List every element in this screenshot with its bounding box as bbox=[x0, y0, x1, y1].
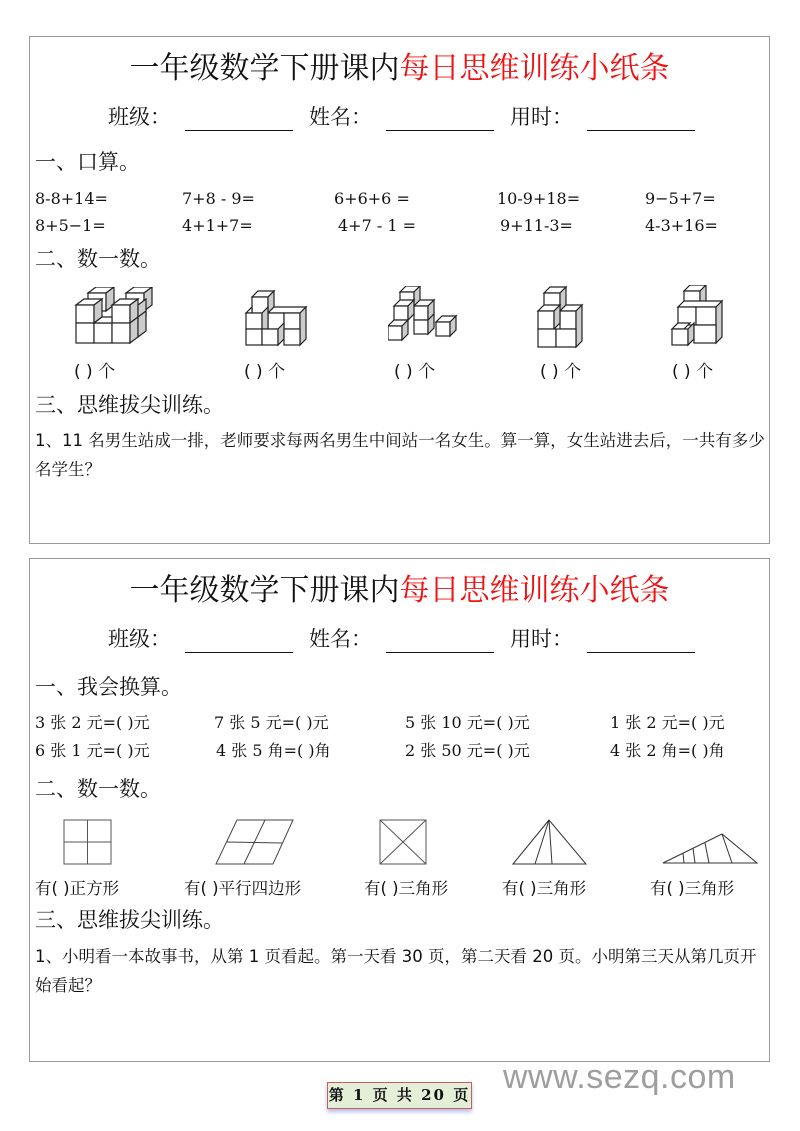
time-blank[interactable] bbox=[587, 630, 695, 653]
worksheet-card-1 bbox=[29, 36, 770, 544]
count-answer-2[interactable]: ( ) 个 bbox=[244, 362, 286, 382]
name-blank[interactable] bbox=[386, 630, 494, 653]
cube-stack-figure-3 bbox=[388, 286, 460, 350]
shape-answer-5[interactable]: 有( )三角形 bbox=[650, 879, 735, 898]
section-heading-count: 二、数一数。 bbox=[35, 777, 161, 801]
calc-item: 8+5−1= bbox=[35, 216, 106, 235]
conversion-item: 4 张 5 角=( )角 bbox=[216, 741, 331, 760]
shape-answer-2[interactable]: 有( )平行四边形 bbox=[184, 879, 302, 898]
calc-item: 6+6+6 = bbox=[334, 189, 410, 208]
time-label: 用时： bbox=[510, 627, 573, 651]
obtuse-triangle-fan-figure bbox=[662, 833, 758, 865]
triangle-fan-figure bbox=[512, 819, 588, 865]
section-heading-count: 二、数一数。 bbox=[35, 247, 161, 271]
calc-item: 4-3+16= bbox=[645, 216, 718, 235]
student-info-row bbox=[108, 103, 711, 131]
class-label: 班级： bbox=[108, 627, 171, 651]
time-label: 用时： bbox=[510, 105, 573, 129]
count-answer-5[interactable]: ( ) 个 bbox=[672, 362, 714, 382]
calc-row-1 bbox=[30, 187, 771, 211]
calc-item: 9+11-3= bbox=[500, 216, 573, 235]
shape-answer-3[interactable]: 有( )三角形 bbox=[364, 879, 449, 898]
calc-item: 9−5+7= bbox=[645, 189, 716, 208]
title-grade-part: 一年级数学下册课内 bbox=[129, 51, 400, 86]
shape-answer-1[interactable]: 有( )正方形 bbox=[35, 879, 120, 898]
conversion-item: 1 张 2 元=( )元 bbox=[610, 713, 725, 732]
section-heading-thinking: 三、思维拔尖训练。 bbox=[35, 393, 224, 417]
conversion-item: 5 张 10 元=( )元 bbox=[405, 713, 530, 732]
count-answer-3[interactable]: ( ) 个 bbox=[394, 362, 436, 382]
class-blank[interactable] bbox=[185, 108, 293, 131]
title-daily-part: 每日思维训练小纸条 bbox=[399, 573, 670, 608]
calc-item: 8-8+14= bbox=[35, 189, 108, 208]
conversion-row-2 bbox=[30, 739, 771, 763]
cube-stack-figure-4 bbox=[536, 285, 592, 351]
time-blank[interactable] bbox=[587, 108, 695, 131]
cube-stack-figure-2 bbox=[244, 289, 308, 349]
word-problem: 1、小明看一本故事书，从第 1 页看起。第一天看 30 页，第二天看 20 页。小明第三天从第几页开始看起？ bbox=[35, 947, 757, 995]
conversion-row-1 bbox=[30, 711, 771, 735]
count-answer-1[interactable]: ( ) 个 bbox=[74, 362, 116, 382]
divider-line bbox=[29, 543, 770, 544]
word-problem: 1、11 名男生站成一排，老师要求每两名男生中间站一名女生。算一算，女生站进去后，一共有多少名学生？ bbox=[35, 431, 765, 479]
calc-item: 4+1+7= bbox=[182, 216, 253, 235]
section-heading-mental-math: 一、口算。 bbox=[35, 150, 140, 174]
student-info-row bbox=[108, 625, 711, 653]
title-grade-part: 一年级数学下册课内 bbox=[129, 573, 400, 608]
calc-item: 4+7 - 1 = bbox=[338, 216, 417, 235]
count-answer-4[interactable]: ( ) 个 bbox=[540, 362, 582, 382]
section-heading-conversion: 一、我会换算。 bbox=[35, 675, 182, 699]
worksheet-card-2 bbox=[29, 558, 770, 1062]
class-label: 班级： bbox=[108, 105, 171, 129]
cube-stack-figure-5 bbox=[670, 285, 728, 351]
name-label: 姓名： bbox=[309, 105, 372, 129]
calc-row-2 bbox=[30, 214, 771, 238]
conversion-item: 4 张 2 角=( )角 bbox=[610, 741, 725, 760]
section-heading-thinking: 三、思维拔尖训练。 bbox=[35, 908, 224, 932]
calc-item: 7+8 - 9= bbox=[182, 189, 255, 208]
square-grid-figure bbox=[63, 819, 113, 865]
cube-stack-figure-1 bbox=[74, 287, 156, 349]
name-blank[interactable] bbox=[386, 108, 494, 131]
calc-item: 10-9+18= bbox=[497, 189, 581, 208]
conversion-item: 7 张 5 元=( )元 bbox=[214, 713, 329, 732]
page-indicator: 第 1 页 共 20 页 bbox=[327, 1082, 472, 1109]
conversion-item: 6 张 1 元=( )元 bbox=[35, 741, 150, 760]
parallelogram-grid-figure bbox=[215, 819, 295, 865]
shape-answer-4[interactable]: 有( )三角形 bbox=[502, 879, 587, 898]
worksheet-title bbox=[30, 571, 769, 611]
conversion-item: 2 张 50 元=( )元 bbox=[405, 741, 530, 760]
site-watermark: www.sezq.com bbox=[503, 1058, 736, 1096]
worksheet-title bbox=[30, 49, 769, 89]
square-diagonals-figure bbox=[379, 819, 427, 865]
name-label: 姓名： bbox=[309, 627, 372, 651]
conversion-item: 3 张 2 元=( )元 bbox=[35, 713, 150, 732]
title-daily-part: 每日思维训练小纸条 bbox=[399, 51, 670, 86]
class-blank[interactable] bbox=[185, 630, 293, 653]
